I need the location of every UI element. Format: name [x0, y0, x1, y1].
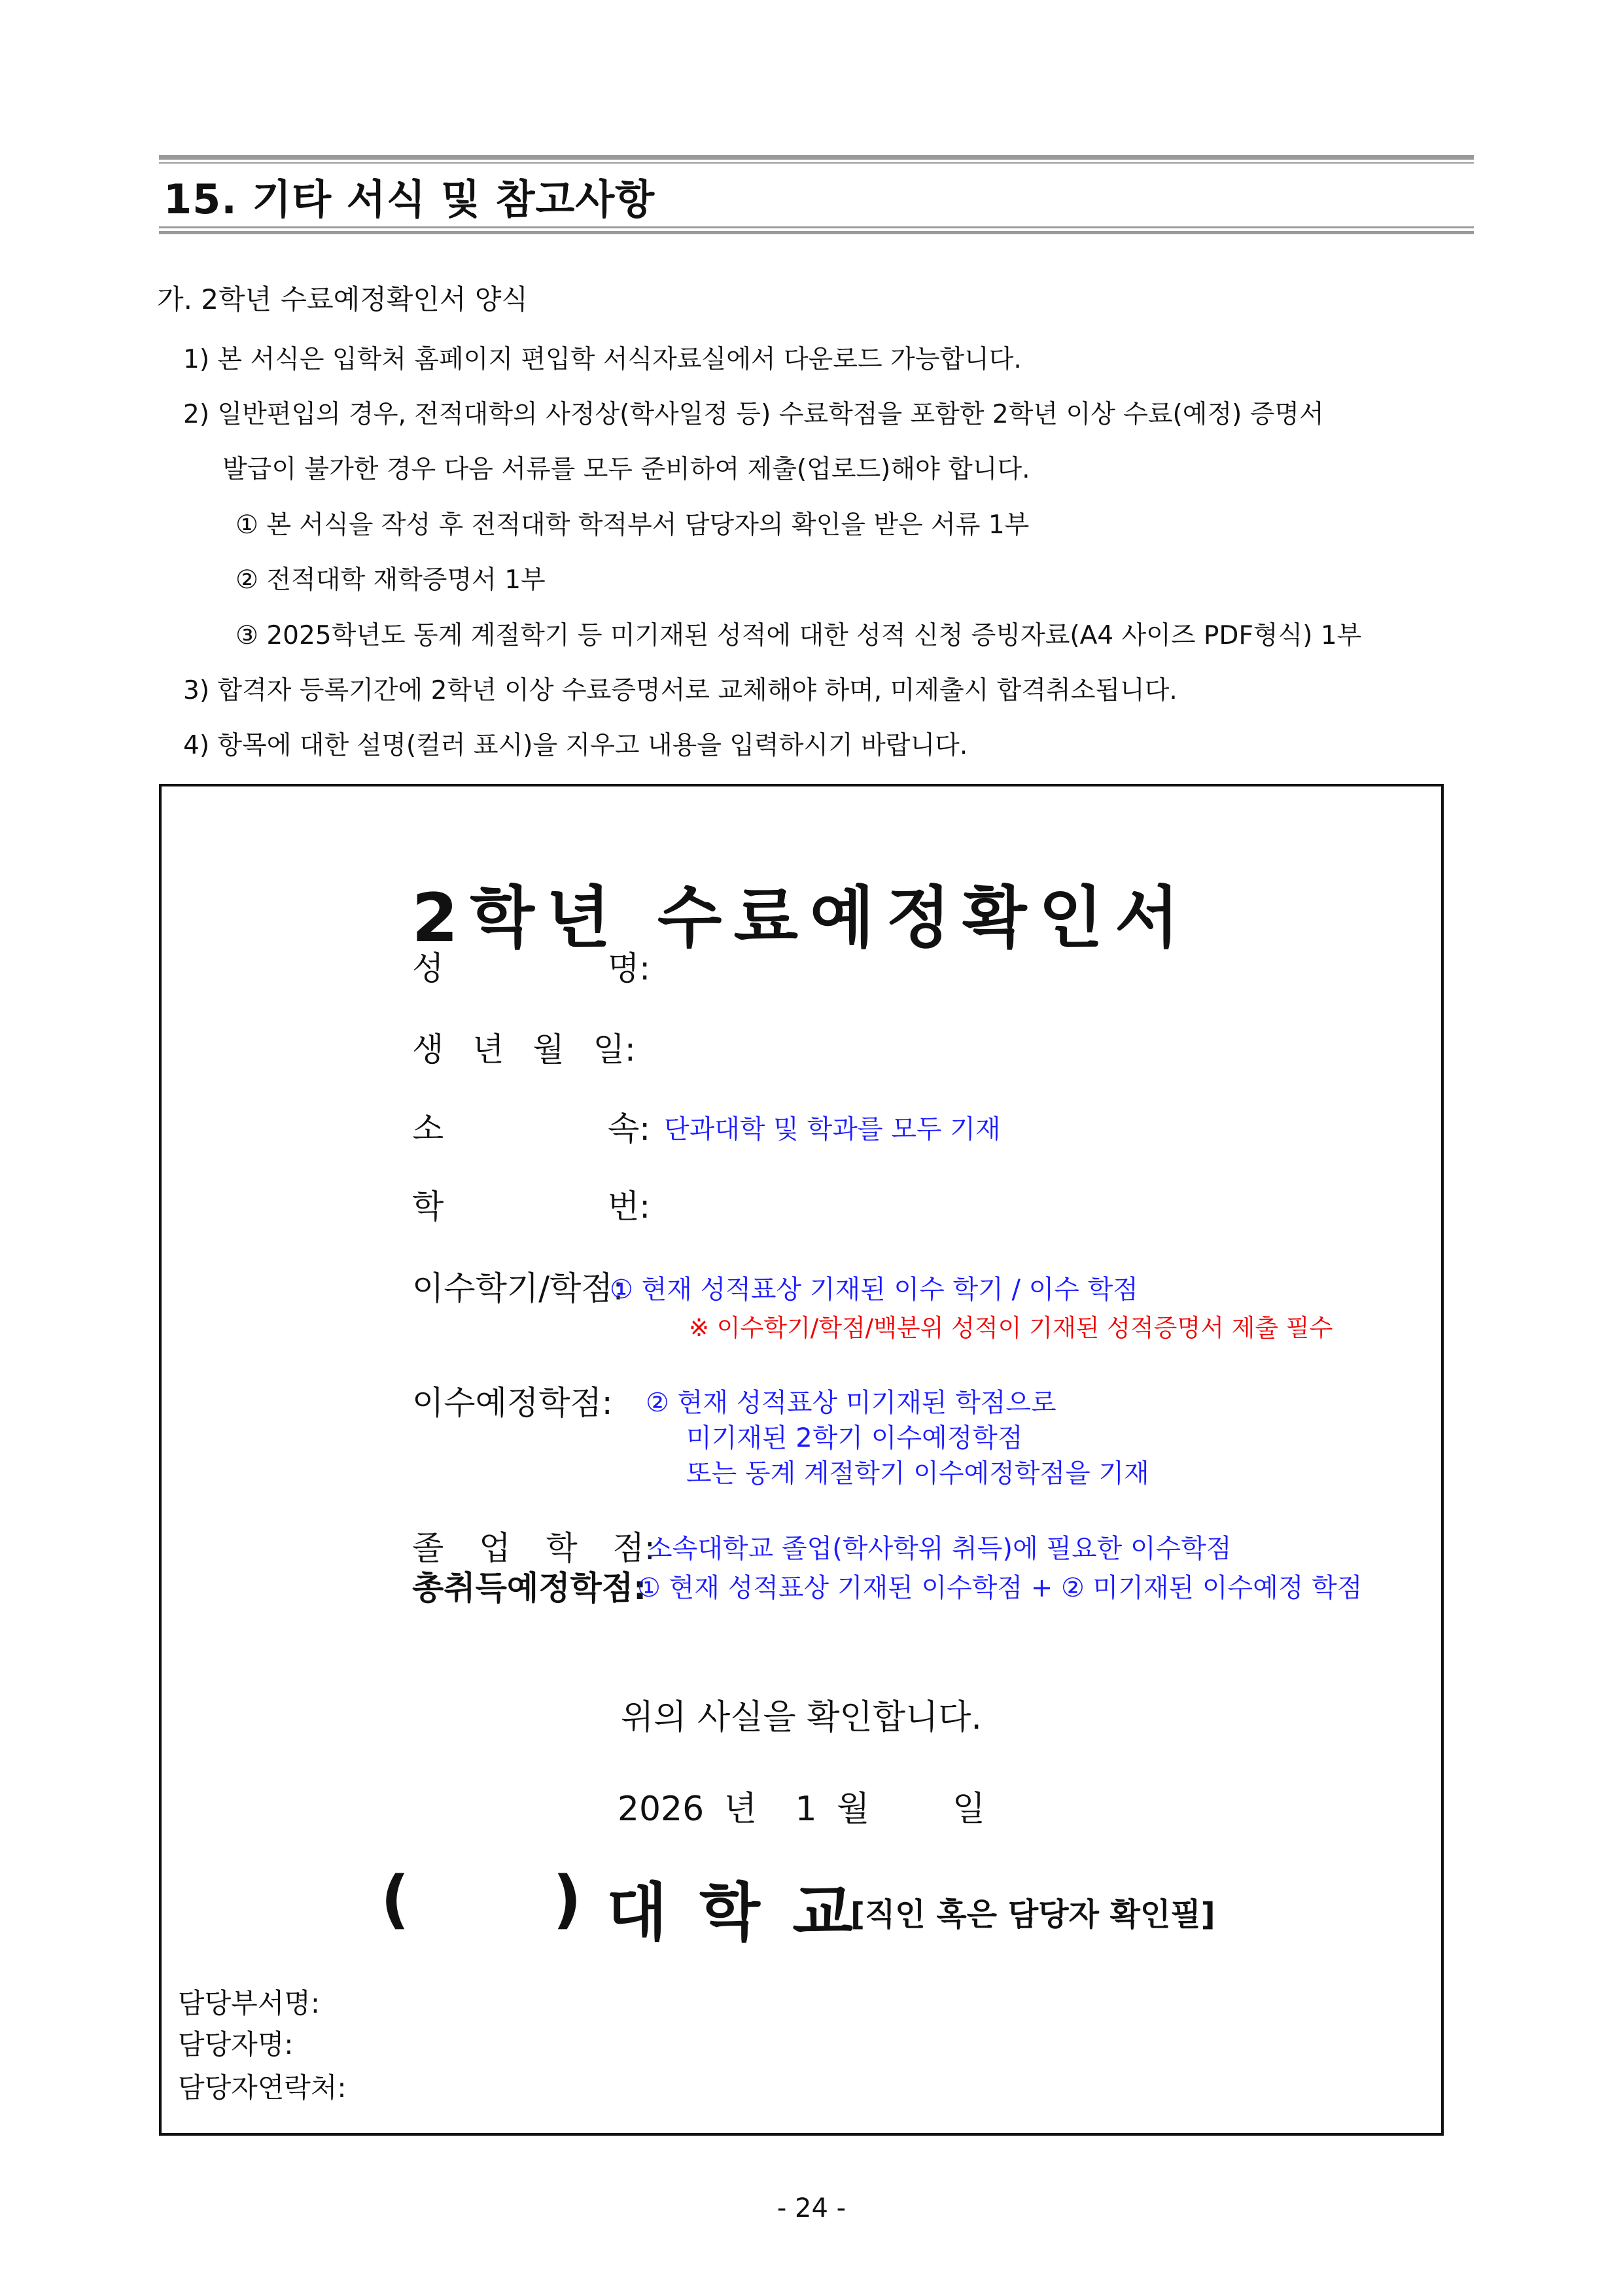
date-line	[162, 1781, 1441, 1830]
name-label-suffix: 명:	[608, 949, 651, 987]
header-rule-top-thin	[159, 162, 1474, 164]
birthdate-label: 생 년 월 일:	[412, 1031, 636, 1069]
completed-credits-label: 이수학기/학점:	[412, 1269, 624, 1307]
expected-credits-hint: ② 현재 성적표상 미기재된 학점으로	[646, 1388, 1056, 1418]
department-name-label: 담당부서명:	[178, 1987, 321, 2019]
university-close-paren: )	[553, 1863, 582, 1936]
affiliation-label: 소	[412, 1110, 444, 1148]
graduation-credits-hint: 소속대학교 졸업(학사학위 취득)에 필요한 이수학점	[647, 1534, 1232, 1564]
page-number: - 24 -	[777, 2193, 846, 2223]
contact-phone-label: 담당자연락처:	[178, 2072, 347, 2104]
date-year: 2026	[617, 1790, 705, 1829]
header-rule-bottom	[159, 226, 1474, 228]
list-item: ① 본 서식을 작성 후 전적대학 학적부서 담당자의 확인을 받은 서류 1부	[236, 510, 1030, 540]
affiliation-hint: 단과대학 및 학과를 모두 기재	[664, 1114, 1001, 1144]
graduation-credits-label: 졸 업 학 점:	[412, 1529, 655, 1567]
section-title: 15. 기타 서식 및 참고사항	[164, 175, 655, 223]
completed-credits-hint: ① 현재 성적표상 기재된 이수 학기 / 이수 학점	[610, 1275, 1138, 1305]
date-month: 1	[795, 1790, 817, 1829]
confirmation-text: 위의 사실을 확인합니다.	[621, 1698, 982, 1737]
university-name: 대 학 교	[606, 1876, 859, 1949]
list-item: ③ 2025학년도 동계 계절학기 등 미기재된 성적에 대한 성적 신청 증빙자료(A4 사이즈 PDF형식) 1부	[236, 621, 1362, 650]
name-label: 성	[412, 949, 444, 987]
expected-credits-hint: 또는 동계 계절학기 이수예정학점을 기재	[686, 1458, 1149, 1489]
list-item: 1) 본 서식은 입학처 홈페이지 편입학 서식자료실에서 다운로드 가능합니다.	[183, 345, 1022, 374]
list-item: 4) 항목에 대한 설명(컬러 표시)을 지우고 내용을 입력하시기 바랍니다.	[183, 731, 968, 760]
list-item: 3) 합격자 등록기간에 2학년 이상 수료증명서로 교체해야 하며, 미제출시 합격취소됩니다.	[183, 676, 1178, 705]
header-rule-top	[159, 155, 1474, 160]
transcript-required-note: ※ 이수학기/학점/백분위 성적이 기재된 성적증명서 제출 필수	[689, 1314, 1333, 1342]
student-number-label: 학	[412, 1188, 444, 1226]
total-expected-credits-hint: ① 현재 성적표상 기재된 이수학점 + ② 미기재된 이수예정 학점	[637, 1573, 1363, 1603]
total-expected-credits-label: 총취득예정학점:	[412, 1569, 647, 1607]
header-rule-bottom-thick	[159, 231, 1474, 234]
expected-credits-hint: 미기재된 2학기 이수예정학점	[686, 1423, 1023, 1453]
list-item: 2) 일반편입의 경우, 전적대학의 사정상(학사일정 등) 수료학점을 포함한 2학년 이상 수료(예정) 증명서	[183, 400, 1324, 429]
subsection-heading: 가. 2학년 수료예정확인서 양식	[157, 283, 528, 315]
seal-note: [직인 혹은 담당자 확인필]	[850, 1896, 1215, 1933]
affiliation-label-suffix: 속:	[608, 1110, 651, 1148]
date-month-unit: 월	[837, 1790, 870, 1829]
contact-person-label: 담당자명:	[178, 2028, 294, 2060]
list-item: ② 전적대학 재학증명서 1부	[236, 565, 546, 595]
university-open-paren: (	[381, 1863, 410, 1936]
form-title: 2학년 수료예정확인서	[411, 879, 1191, 957]
date-day-unit: 일	[952, 1790, 986, 1829]
date-year-unit: 년	[724, 1790, 757, 1829]
expected-credits-label: 이수예정학점:	[412, 1384, 613, 1422]
student-number-label-suffix: 번:	[608, 1188, 651, 1226]
list-item: 발급이 불가한 경우 다음 서류를 모두 준비하여 제출(업로드)해야 합니다.	[222, 455, 1030, 484]
certificate-form	[159, 784, 1444, 2136]
